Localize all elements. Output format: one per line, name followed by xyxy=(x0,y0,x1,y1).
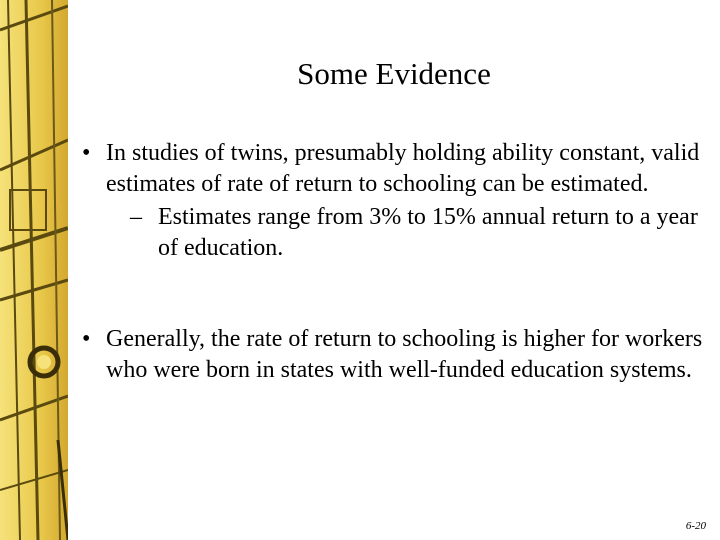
bullet-mark: • xyxy=(82,326,91,352)
sub-bullet-mark: – xyxy=(130,204,142,230)
page-number: 6-20 xyxy=(685,520,706,532)
bullet-list xyxy=(82,138,712,386)
bullet-item-states xyxy=(82,324,712,386)
slide-content xyxy=(68,0,720,540)
slide-title: Some Evidence xyxy=(297,56,491,91)
sub-bullet-text: Estimates range from 3% to 15% annual return to a year of education. xyxy=(158,204,698,261)
bullet-item-twins xyxy=(82,138,712,264)
blueprint-pattern xyxy=(0,0,68,540)
decorative-blueprint-strip xyxy=(0,0,68,540)
bullet-mark: • xyxy=(82,140,91,166)
bullet-text: Generally, the rate of return to schooling is higher for workers who were born in states with well-funded education systems. xyxy=(106,326,703,383)
sub-bullet-estimates xyxy=(106,202,712,264)
bullet-text: In studies of twins, presumably holding ability constant, valid estimates of rate of return to schooling can be estimated. xyxy=(106,140,700,197)
